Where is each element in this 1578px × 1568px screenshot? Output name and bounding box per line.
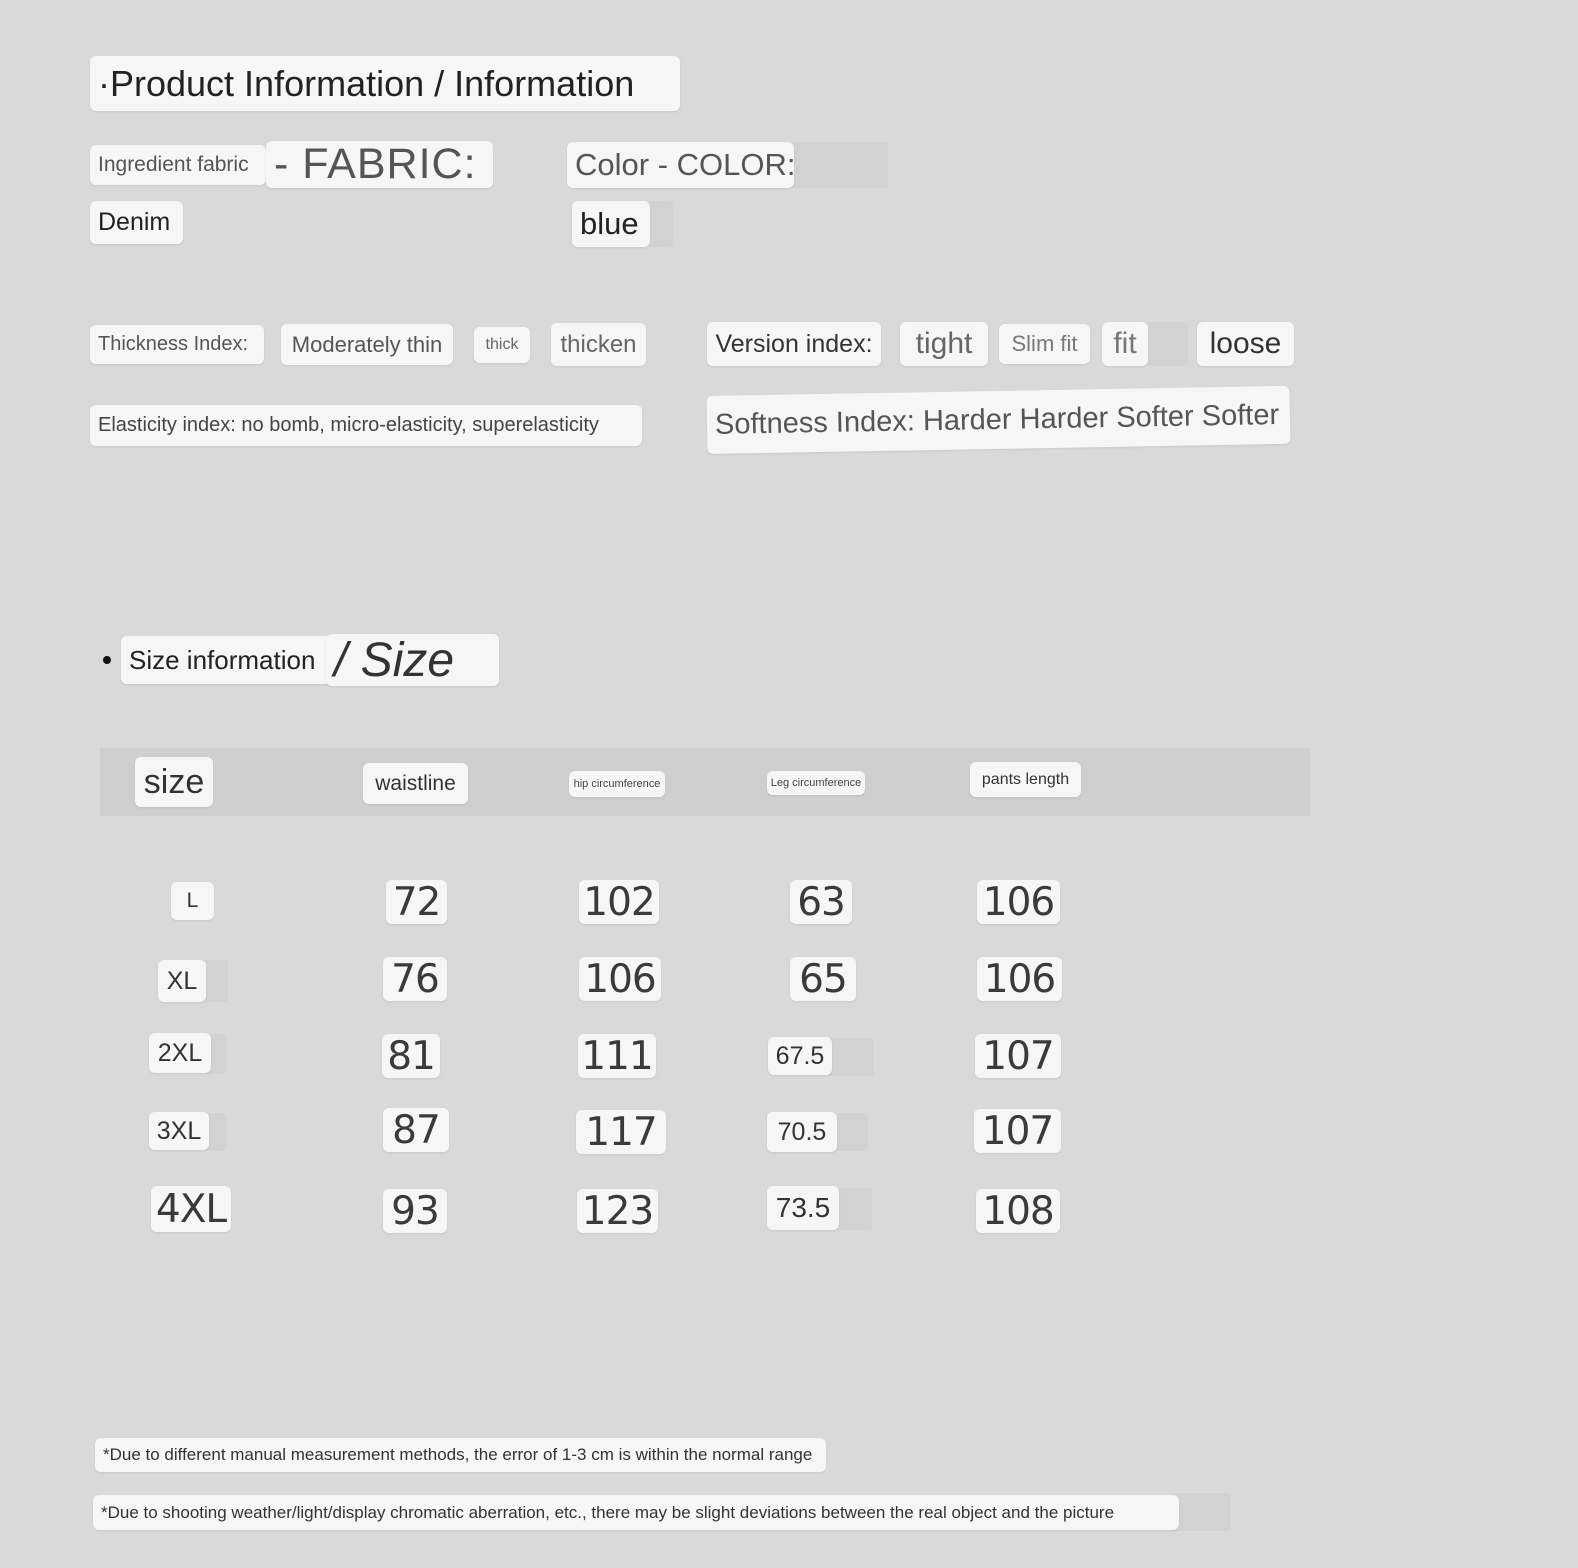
color-value: blue [572, 201, 650, 247]
size-section-bullet [103, 656, 111, 664]
thickness-label: Thickness Index: [90, 325, 264, 364]
hip-cell: 123 [577, 1189, 658, 1233]
leg-cell: 73.5 [767, 1186, 839, 1230]
hip-cell: 111 [578, 1034, 656, 1078]
color-label-shadow [790, 142, 888, 188]
leg-cell: 63 [790, 880, 852, 924]
size-info-title: Size information [121, 636, 331, 684]
length-cell: 108 [976, 1189, 1060, 1233]
size-cell-XL: XL [158, 960, 206, 1002]
header-size: size [135, 757, 213, 807]
size-cell-3XL: 3XL [149, 1112, 209, 1150]
note-measurement: *Due to different manual measurement methods, the error of 1-3 cm is within the normal range [95, 1438, 826, 1472]
version-option-loose: loose [1197, 322, 1294, 366]
hip-cell: 106 [579, 957, 661, 1001]
version-label: Version index: [707, 322, 881, 366]
size-table-header [100, 748, 1310, 816]
elasticity-index: Elasticity index: no bomb, micro-elasticity, superelasticity [90, 405, 642, 446]
waistline-cell: 76 [383, 957, 447, 1001]
fabric-value: Denim [90, 201, 183, 244]
header-waistline: waistline [363, 763, 468, 804]
length-cell: 106 [977, 957, 1062, 1001]
thickness-option-moderately-thin: Moderately thin [281, 324, 453, 365]
header-pants-length: pants length [970, 762, 1081, 797]
hip-cell: 117 [576, 1110, 666, 1154]
length-cell: 107 [975, 1034, 1061, 1078]
thickness-option-thicken: thicken [551, 323, 646, 366]
product-info-title: ·Product Information / Information [90, 56, 680, 111]
leg-cell: 65 [790, 957, 856, 1001]
leg-cell-shadow [826, 1038, 874, 1076]
waistline-cell: 87 [383, 1108, 449, 1152]
size-cell-L: L [171, 882, 214, 920]
waistline-cell: 81 [382, 1034, 440, 1078]
version-option-fit: fit [1102, 322, 1148, 366]
version-option-tight: tight [900, 322, 988, 366]
waistline-cell: 93 [383, 1189, 447, 1233]
header-leg-circumference: Leg circumference [767, 771, 865, 795]
size-cell-4XL: 4XL [151, 1186, 231, 1232]
length-cell: 106 [977, 880, 1060, 924]
size-cell-2XL: 2XL [149, 1033, 211, 1073]
fabric-label: - FABRIC: [266, 141, 493, 188]
waistline-cell: 72 [386, 880, 447, 924]
leg-cell: 67.5 [768, 1037, 832, 1075]
color-label: Color - COLOR: [567, 142, 794, 188]
leg-cell: 70.5 [767, 1112, 837, 1152]
thickness-option-thick: thick [474, 327, 530, 363]
note-color-deviation: *Due to shooting weather/light/display chromatic aberration, etc., there may be slight deviations between the real object and the picture [93, 1495, 1179, 1530]
header-hip-circumference: hip circumference [569, 771, 665, 797]
note-shadow [1170, 1493, 1230, 1531]
softness-index: Softness Index: Harder Harder Softer Softer [706, 386, 1290, 454]
version-option-slim-fit: Slim fit [999, 324, 1090, 364]
length-cell: 107 [974, 1109, 1061, 1153]
size-title-suffix: / Size [326, 634, 499, 686]
ingredient-label: Ingredient fabric [90, 145, 266, 185]
hip-cell: 102 [579, 880, 659, 924]
version-fit-shadow [1144, 322, 1188, 366]
